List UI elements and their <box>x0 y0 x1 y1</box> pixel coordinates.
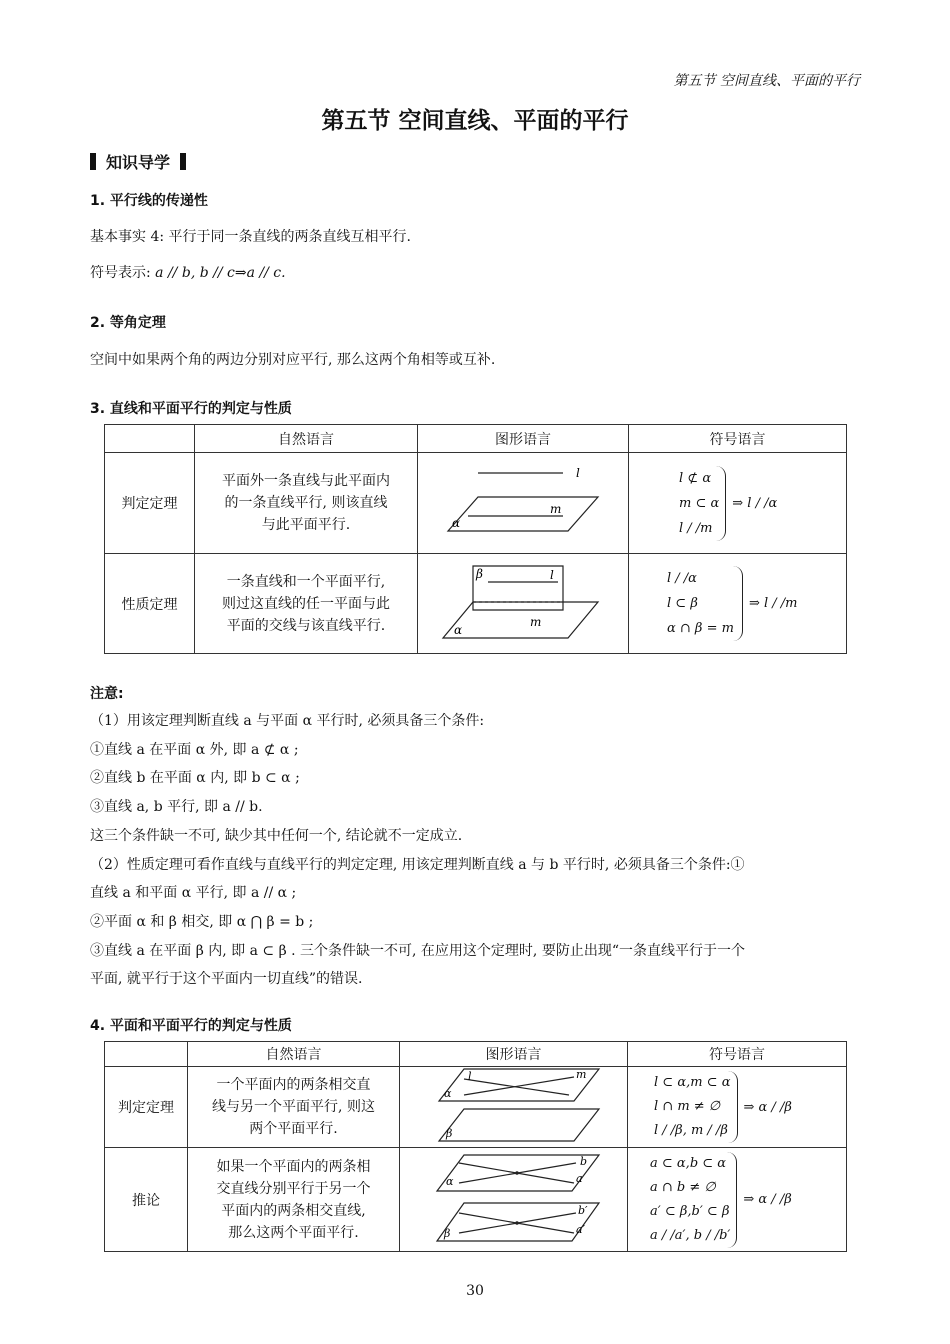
conditions <box>650 1152 737 1248</box>
text-line: 线与另一个平面平行, 则这 <box>212 1099 375 1115</box>
note-line: 直线 a 和平面 α 平行, 即 a // α ; <box>90 885 297 902</box>
plane-plane-judgment-figure <box>424 1067 604 1143</box>
conditions <box>679 466 726 541</box>
plane-alpha <box>448 497 598 531</box>
text-line: 则过这直线的任一平面与此 <box>222 595 390 612</box>
table-header-row <box>105 1042 847 1067</box>
condition: a ∩ b ≠ ∅ <box>650 1179 716 1195</box>
note-line: ②平面 α 和 β 相交, 即 α ⋂ β = b ; <box>90 913 314 930</box>
page-number: 30 <box>466 1283 484 1299</box>
symbol-expression: a // b, b // c⇒a // c. <box>155 265 286 281</box>
natural-language-cell <box>188 1067 400 1148</box>
equal-angle-text: 空间中如果两个角的两边分别对应平行, 那么这两个角相等或互补. <box>90 352 496 368</box>
section-badge-label: 知识导学 <box>106 153 171 172</box>
text-line: 一条直线和一个平面平行, <box>226 573 386 590</box>
badge-bar-right <box>180 153 186 170</box>
label-alpha: α <box>443 1087 451 1100</box>
col-header-symbol: 符号语言 <box>628 1042 847 1067</box>
condition: a ⊂ α,b ⊂ α <box>650 1155 727 1171</box>
label-m: m <box>530 614 542 629</box>
col-header-symbol: 符号语言 <box>629 425 847 453</box>
label-b-prime: b′ <box>577 1203 588 1217</box>
natural-language-cell <box>188 1148 400 1252</box>
condition: α ∩ β = m <box>667 621 734 636</box>
label-l: l <box>576 466 580 480</box>
text-line: 一个平面内的两条相交直 <box>216 1077 371 1093</box>
table-row <box>105 1148 847 1252</box>
table-row <box>105 1067 847 1148</box>
page-title: 第五节 空间直线、平面的平行 <box>321 108 629 134</box>
condition: l / /α <box>667 571 697 586</box>
plane-plane-corollary-figure <box>424 1151 604 1245</box>
condition: l ⊂ α,m ⊂ α <box>654 1075 731 1090</box>
row-name: 判定定理 <box>105 453 195 554</box>
text-line: 如果一个平面内的两条相 <box>216 1158 371 1175</box>
symbol-cell <box>628 1067 847 1148</box>
figure-cell <box>418 453 629 554</box>
note-body <box>90 707 870 994</box>
text-line: 与此平面平行. <box>261 517 351 533</box>
label-a-prime: a′ <box>575 1222 585 1236</box>
natural-language-cell <box>195 554 418 654</box>
row-name: 推论 <box>105 1148 188 1252</box>
line-plane-parallel-figure <box>438 461 608 541</box>
figure-cell <box>400 1067 628 1148</box>
label-m: m <box>550 502 562 516</box>
label-alpha: α <box>452 516 461 530</box>
text-line: 的一条直线平行, 则该直线 <box>224 495 388 511</box>
condition: l ⊂ β <box>667 596 698 611</box>
symbol-cell <box>629 453 847 554</box>
label-b: b <box>579 1154 587 1168</box>
line-plane-property-figure <box>438 562 608 642</box>
col-header-empty <box>105 425 195 453</box>
label-beta: β <box>445 1127 452 1140</box>
plane-alpha <box>443 602 598 638</box>
conclusion: ⇒ l / /m <box>748 596 798 611</box>
symbol-line <box>90 262 286 284</box>
plane-plane-table <box>104 1041 847 1252</box>
label-l: l <box>467 1070 472 1083</box>
intersection-point <box>515 1221 519 1225</box>
text-line: 平面外一条直线与此平面内 <box>222 473 390 489</box>
heading-parallel-transitivity: 1. 平行线的传递性 <box>90 193 208 209</box>
section-badge <box>90 150 186 173</box>
natural-language-cell <box>195 453 418 554</box>
note-line: ②直线 b 在平面 α 内, 即 b ⊂ α ; <box>90 770 300 787</box>
condition: l ∩ m ≠ ∅ <box>654 1099 721 1114</box>
col-header-empty <box>105 1042 188 1067</box>
running-header: 第五节 空间直线、平面的平行 <box>673 73 860 89</box>
note-line: ③直线 a 在平面 β 内, 即 a ⊂ β . 三个条件缺一不可, 在应用这个定理时, 要防止出现“一条直线平行于一个 <box>90 942 745 959</box>
col-header-figure: 图形语言 <box>418 425 629 453</box>
text-line: 交直线分别平行于另一个 <box>216 1180 371 1197</box>
conclusion: ⇒ α / /β <box>743 1099 792 1115</box>
symbol-cell <box>628 1148 847 1252</box>
condition: m ⊂ α <box>679 495 720 511</box>
label-a: a <box>575 1171 583 1185</box>
conditions <box>654 1071 738 1143</box>
conclusion: ⇒ l / /α <box>732 495 778 511</box>
note-line: 平面, 就平行于这个平面内一切直线”的错误. <box>90 971 363 988</box>
note-line: （1）用该定理判断直线 a 与平面 α 平行时, 必须具备三个条件: <box>90 713 485 729</box>
heading-equal-angle: 2. 等角定理 <box>90 315 166 331</box>
note-line: 这三个条件缺一不可, 缺少其中任何一个, 结论就不一定成立. <box>90 827 463 844</box>
line-plane-table <box>104 424 847 654</box>
label-alpha: α <box>445 1174 453 1188</box>
plane-alpha <box>439 1069 599 1101</box>
note-line: ③直线 a, b 平行, 即 a // b. <box>90 799 263 816</box>
col-header-figure: 图形语言 <box>400 1042 628 1067</box>
condition: l / /m <box>679 520 713 536</box>
line-m <box>464 1077 574 1095</box>
heading-plane-plane: 4. 平面和平面平行的判定与性质 <box>90 1018 292 1034</box>
text-line: 两个平面平行. <box>249 1121 338 1137</box>
text-line: 平面的交线与该直线平行. <box>226 617 386 634</box>
note-heading: 注意: <box>90 686 124 702</box>
label-m: m <box>575 1068 586 1081</box>
figure-cell <box>418 554 629 654</box>
text-line: 平面内的两条相交直线, <box>221 1202 366 1219</box>
conditions <box>667 566 743 641</box>
row-name: 判定定理 <box>105 1067 188 1148</box>
label-l: l <box>550 567 554 582</box>
table-row <box>105 554 847 654</box>
label-beta: β <box>476 566 483 581</box>
figure-cell <box>400 1148 628 1252</box>
col-header-natural: 自然语言 <box>195 425 418 453</box>
table-header-row <box>105 425 847 453</box>
label-alpha: α <box>454 622 463 637</box>
symbol-cell <box>629 554 847 654</box>
badge-bar-left <box>90 153 96 170</box>
heading-line-plane: 3. 直线和平面平行的判定与性质 <box>90 401 292 417</box>
col-header-natural: 自然语言 <box>188 1042 400 1067</box>
note-line: （2）性质定理可看作直线与直线平行的判定定理, 用该定理判断直线 a 与 b 平行时, 必须具备三个条件:① <box>90 856 745 873</box>
symbol-prefix: 符号表示: <box>90 265 156 281</box>
condition: l / /β, m / /β <box>654 1123 728 1138</box>
plane-beta <box>439 1109 599 1141</box>
note-line: ①直线 a 在平面 α 外, 即 a ⊄ α ; <box>90 741 299 758</box>
condition: a′ ⊂ β,b′ ⊂ β <box>650 1203 730 1219</box>
row-name: 性质定理 <box>105 554 195 654</box>
label-beta: β <box>443 1226 450 1240</box>
intersection-point <box>515 1171 519 1175</box>
text-line: 那么这两个平面平行. <box>228 1224 359 1241</box>
conclusion: ⇒ α / /β <box>743 1192 792 1207</box>
condition: a / /a′, b / /b′ <box>650 1227 731 1243</box>
fact-4-text: 基本事实 4: 平行于同一条直线的两条直线互相平行. <box>90 229 411 245</box>
condition: l ⊄ α <box>679 470 712 486</box>
table-row <box>105 453 847 554</box>
